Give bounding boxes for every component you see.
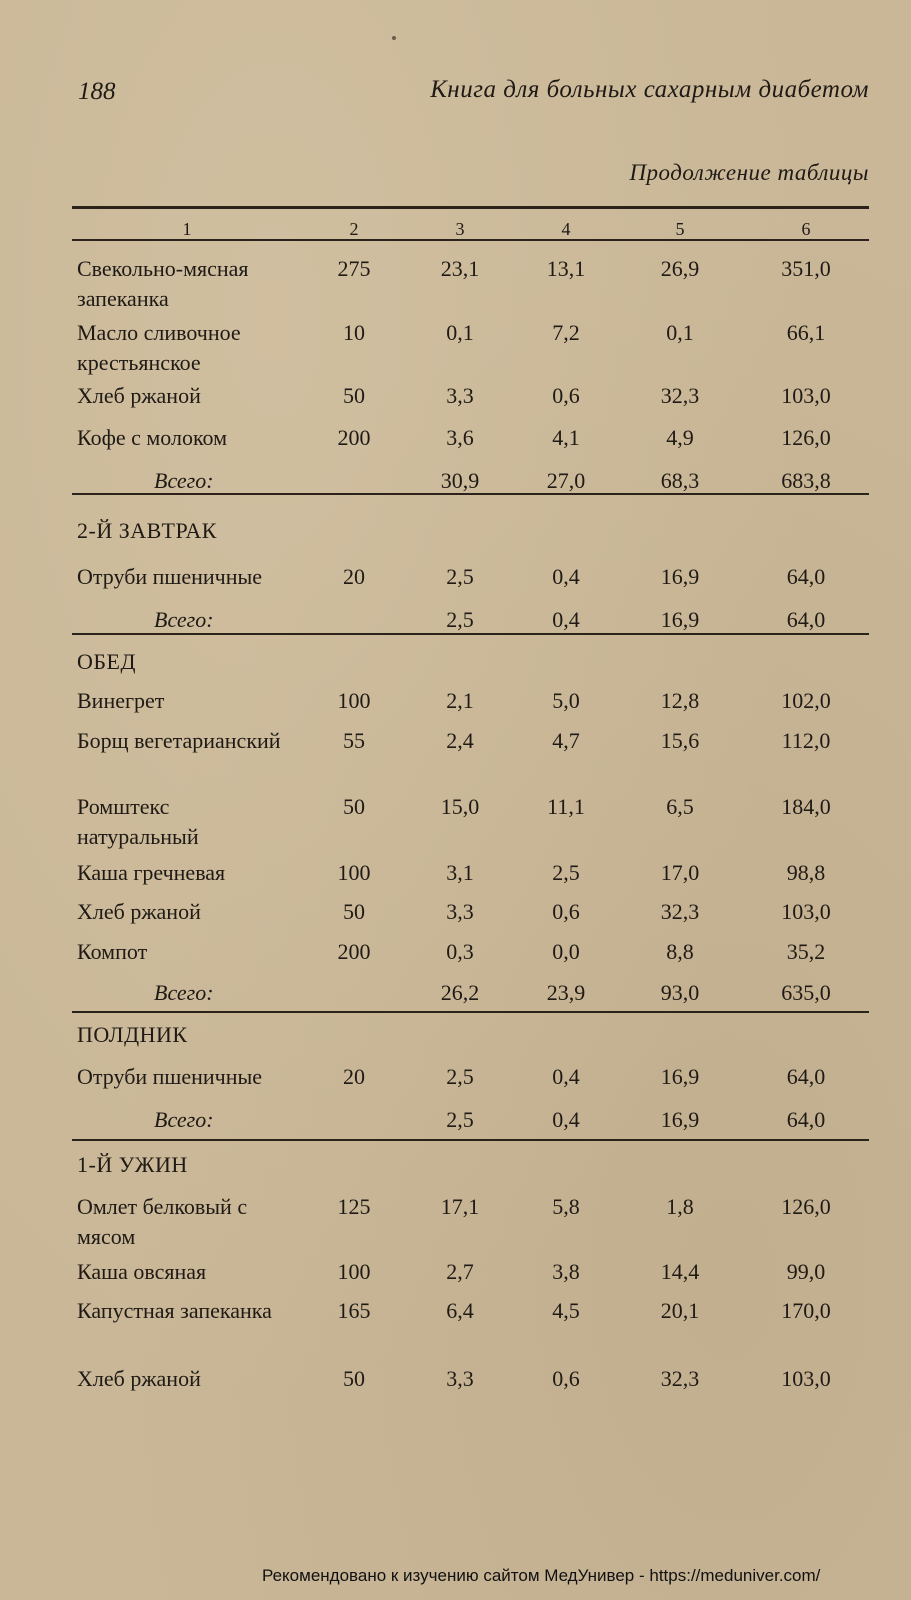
dish-name: Винегрет bbox=[77, 688, 165, 713]
section-title: ПОЛДНИК bbox=[77, 1022, 188, 1047]
column-header: 4 bbox=[561, 219, 571, 239]
cell-col-4: 0,4 bbox=[552, 1064, 580, 1089]
cell-col-4: 0,0 bbox=[552, 939, 580, 964]
cell-col-3: 3,3 bbox=[446, 383, 474, 408]
cell-col-5: 0,1 bbox=[666, 320, 694, 345]
cell-col-4: 4,1 bbox=[552, 425, 580, 450]
cell-col-6: 98,8 bbox=[786, 860, 826, 885]
cell-col-6: 683,8 bbox=[781, 468, 831, 493]
dish-name: Всего: bbox=[154, 607, 214, 632]
column-header: 6 bbox=[801, 219, 811, 239]
cell-col-6: 170,0 bbox=[781, 1298, 831, 1323]
cell-col-3: 2,5 bbox=[446, 607, 474, 632]
table-continuation-label: Продолжение таблицы bbox=[629, 160, 869, 185]
cell-col-3: 0,3 bbox=[446, 939, 474, 964]
cell-col-2: 50 bbox=[343, 794, 365, 819]
cell-col-2: 50 bbox=[343, 1366, 365, 1391]
section-title: 1-Й УЖИН bbox=[77, 1152, 188, 1177]
dish-name: Хлеб ржаной bbox=[77, 1366, 201, 1391]
cell-col-5: 26,9 bbox=[660, 256, 700, 281]
cell-col-5: 14,4 bbox=[660, 1259, 700, 1284]
dish-name: Всего: bbox=[154, 1107, 214, 1132]
cell-col-4: 0,4 bbox=[552, 607, 580, 632]
cell-col-3: 26,2 bbox=[440, 980, 480, 1005]
cell-col-6: 351,0 bbox=[781, 256, 831, 281]
table-top-rule bbox=[72, 206, 869, 209]
cell-col-3: 3,3 bbox=[446, 899, 474, 924]
section-divider bbox=[72, 1139, 869, 1141]
dish-name: Отруби пшеничные bbox=[77, 1064, 263, 1089]
cell-col-6: 112,0 bbox=[781, 728, 831, 753]
cell-col-2: 50 bbox=[343, 383, 365, 408]
cell-col-6: 66,1 bbox=[786, 320, 826, 345]
cell-col-4: 4,7 bbox=[552, 728, 580, 753]
cell-col-4: 0,4 bbox=[552, 564, 580, 589]
cell-col-3: 2,7 bbox=[446, 1259, 474, 1284]
cell-col-3: 3,3 bbox=[446, 1366, 474, 1391]
dish-name: Всего: bbox=[154, 468, 214, 493]
cell-col-3: 3,1 bbox=[446, 860, 474, 885]
cell-col-3: 3,6 bbox=[446, 425, 474, 450]
dish-name: Омлет белковый с мясом bbox=[77, 1194, 248, 1249]
cell-col-6: 103,0 bbox=[781, 1366, 831, 1391]
dish-name: Отруби пшеничные bbox=[77, 564, 263, 589]
cell-col-6: 64,0 bbox=[786, 1064, 826, 1089]
cell-col-6: 64,0 bbox=[786, 564, 826, 589]
cell-col-5: 16,9 bbox=[660, 1107, 700, 1132]
cell-col-6: 184,0 bbox=[781, 794, 831, 819]
cell-col-4: 7,2 bbox=[552, 320, 580, 345]
cell-col-3: 2,1 bbox=[446, 688, 474, 713]
column-header: 2 bbox=[349, 219, 359, 239]
dish-name: Масло сливочное крестьянское bbox=[77, 320, 241, 375]
cell-col-2: 125 bbox=[337, 1194, 371, 1219]
cell-col-4: 3,8 bbox=[552, 1259, 580, 1284]
cell-col-3: 23,1 bbox=[440, 256, 480, 281]
cell-col-4: 13,1 bbox=[546, 256, 586, 281]
dish-name: Капустная запеканка bbox=[77, 1298, 272, 1323]
cell-col-3: 30,9 bbox=[440, 468, 480, 493]
cell-col-5: 32,3 bbox=[660, 383, 700, 408]
cell-col-3: 15,0 bbox=[440, 794, 480, 819]
cell-col-2: 100 bbox=[337, 1259, 371, 1284]
dish-name: Свекольно-мясная запеканка bbox=[77, 256, 249, 311]
cell-col-2: 200 bbox=[337, 939, 371, 964]
column-header: 5 bbox=[675, 219, 685, 239]
paper-speck bbox=[392, 36, 396, 40]
cell-col-6: 102,0 bbox=[781, 688, 831, 713]
cell-col-3: 2,5 bbox=[446, 1107, 474, 1132]
cell-col-6: 126,0 bbox=[781, 1194, 831, 1219]
column-header: 3 bbox=[455, 219, 465, 239]
cell-col-6: 64,0 bbox=[786, 1107, 826, 1132]
cell-col-2: 20 bbox=[343, 564, 365, 589]
cell-col-2: 165 bbox=[337, 1298, 371, 1323]
cell-col-5: 12,8 bbox=[660, 688, 700, 713]
section-title: ОБЕД bbox=[77, 649, 136, 674]
cell-col-3: 2,5 bbox=[446, 1064, 474, 1089]
cell-col-5: 8,8 bbox=[666, 939, 694, 964]
cell-col-3: 0,1 bbox=[446, 320, 474, 345]
dish-name: Каша овсяная bbox=[77, 1259, 207, 1284]
table-header-rule bbox=[72, 239, 869, 241]
cell-col-2: 100 bbox=[337, 688, 371, 713]
dish-name: Компот bbox=[77, 939, 148, 964]
cell-col-3: 6,4 bbox=[446, 1298, 474, 1323]
cell-col-4: 0,6 bbox=[552, 1366, 580, 1391]
cell-col-3: 2,5 bbox=[446, 564, 474, 589]
dish-name: Борщ вегетарианский bbox=[77, 728, 281, 753]
cell-col-4: 0,4 bbox=[552, 1107, 580, 1132]
cell-col-5: 20,1 bbox=[660, 1298, 700, 1323]
cell-col-5: 17,0 bbox=[660, 860, 700, 885]
cell-col-3: 2,4 bbox=[446, 728, 474, 753]
cell-col-5: 68,3 bbox=[660, 468, 700, 493]
cell-col-2: 200 bbox=[337, 425, 371, 450]
cell-col-6: 35,2 bbox=[786, 939, 826, 964]
cell-col-5: 32,3 bbox=[660, 899, 700, 924]
cell-col-6: 103,0 bbox=[781, 899, 831, 924]
cell-col-5: 15,6 bbox=[660, 728, 700, 753]
dish-name: Каша гречневая bbox=[77, 860, 226, 885]
section-title: 2-Й ЗАВТРАК bbox=[77, 518, 217, 543]
dish-name: Хлеб ржаной bbox=[77, 383, 201, 408]
cell-col-4: 4,5 bbox=[552, 1298, 580, 1323]
cell-col-6: 103,0 bbox=[781, 383, 831, 408]
cell-col-4: 11,1 bbox=[547, 794, 585, 819]
section-divider bbox=[72, 1011, 869, 1013]
cell-col-5: 1,8 bbox=[666, 1194, 694, 1219]
cell-col-5: 16,9 bbox=[660, 564, 700, 589]
cell-col-6: 64,0 bbox=[786, 607, 826, 632]
cell-col-5: 4,9 bbox=[666, 425, 694, 450]
dish-name: Хлеб ржаной bbox=[77, 899, 201, 924]
cell-col-5: 6,5 bbox=[666, 794, 694, 819]
cell-col-4: 5,8 bbox=[552, 1194, 580, 1219]
cell-col-6: 635,0 bbox=[781, 980, 831, 1005]
cell-col-4: 0,6 bbox=[552, 899, 580, 924]
cell-col-5: 16,9 bbox=[660, 1064, 700, 1089]
running-title: Книга для больных сахарным диабетом bbox=[430, 76, 869, 103]
cell-col-5: 16,9 bbox=[660, 607, 700, 632]
column-header: 1 bbox=[182, 219, 192, 239]
cell-col-6: 126,0 bbox=[781, 425, 831, 450]
cell-col-2: 55 bbox=[343, 728, 365, 753]
dish-name: Всего: bbox=[154, 980, 214, 1005]
cell-col-4: 2,5 bbox=[552, 860, 580, 885]
cell-col-4: 23,9 bbox=[546, 980, 586, 1005]
cell-col-2: 10 bbox=[343, 320, 365, 345]
cell-col-2: 100 bbox=[337, 860, 371, 885]
cell-col-2: 50 bbox=[343, 899, 365, 924]
cell-col-2: 275 bbox=[337, 256, 371, 281]
section-divider bbox=[72, 633, 869, 635]
cell-col-6: 99,0 bbox=[786, 1259, 826, 1284]
cell-col-4: 5,0 bbox=[552, 688, 580, 713]
section-divider bbox=[72, 493, 869, 495]
cell-col-4: 0,6 bbox=[552, 383, 580, 408]
page-number: 188 bbox=[78, 78, 116, 105]
footer-recommendation: Рекомендовано к изучению сайтом МедУнивер - https://meduniver.com/ bbox=[262, 1566, 821, 1585]
dish-name: Кофе с молоком bbox=[77, 425, 228, 450]
dish-name: Ромштекс натуральный bbox=[77, 794, 199, 849]
cell-col-5: 32,3 bbox=[660, 1366, 700, 1391]
cell-col-3: 17,1 bbox=[440, 1194, 480, 1219]
cell-col-5: 93,0 bbox=[660, 980, 700, 1005]
cell-col-4: 27,0 bbox=[546, 468, 586, 493]
cell-col-2: 20 bbox=[343, 1064, 365, 1089]
